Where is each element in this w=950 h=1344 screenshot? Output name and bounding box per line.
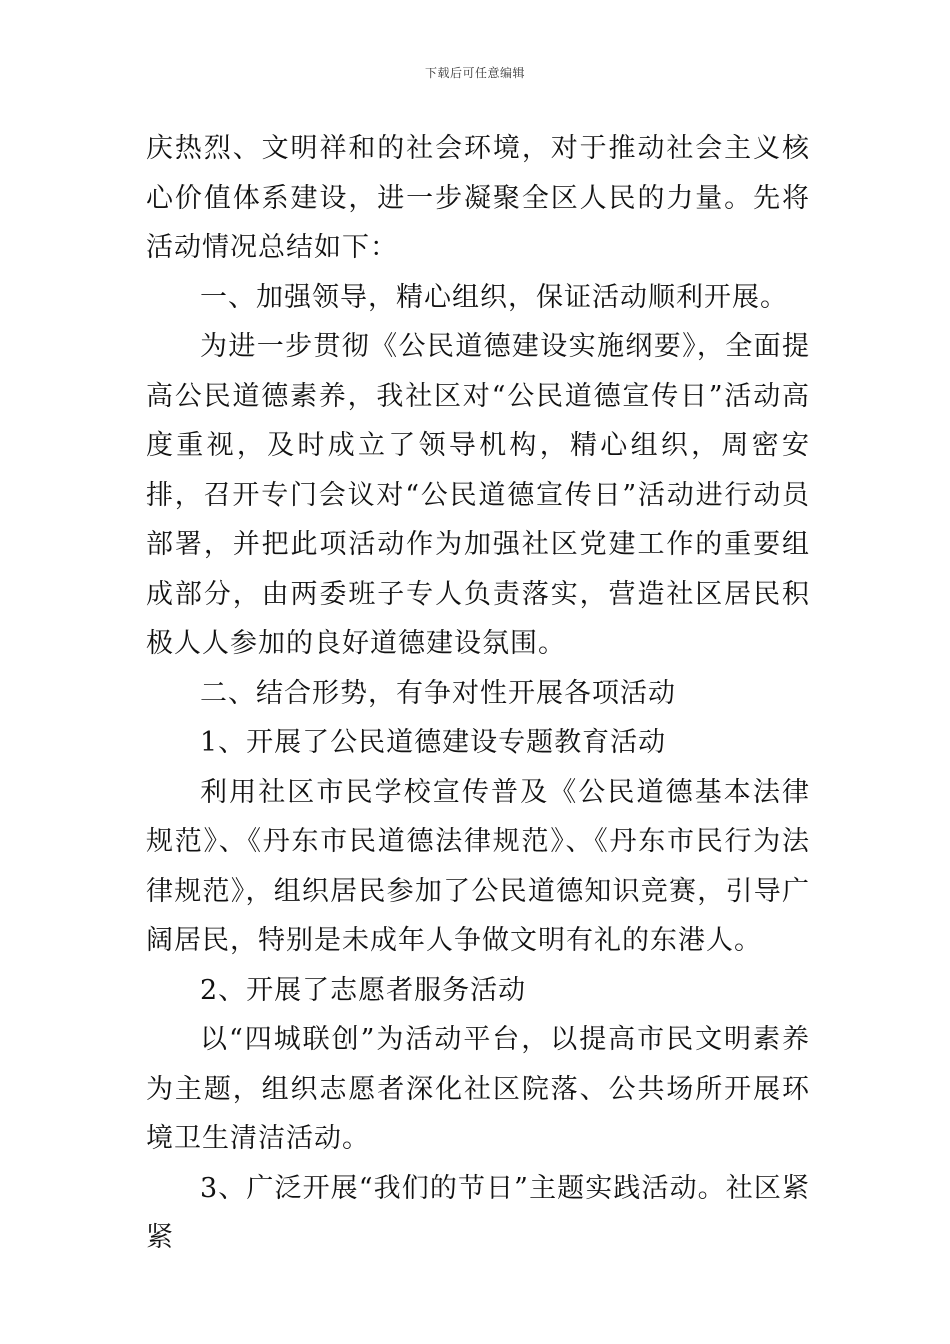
subheading-3: 3、广泛开展“我们的节日”主题实践活动。社区紧紧: [146, 1172, 810, 1253]
paragraph-3: 利用社区市民学校宣传普及《公民道德基本法律规范》、《丹东市民道德法律规范》、《丹东市民行为法律规范》，组织居民参加了公民道德知识竞赛，引导广阔居民，特别是未成年人争做文明有礼的东港人。: [146, 776, 810, 956]
paragraph-2: 为进一步贯彻《公民道德建设实施纲要》，全面提高公民道德素养，我社区对“公民道德宣传日”活动高度重视，及时成立了领导机构，精心组织，周密安排，召开专门会议对“公民道德宣传日”活动进行动员部署，并把此项活动作为加强社区党建工作的重要组成部分，由两委班子专人负责落实，营造社区居民积极人人参加的良好道德建设氛围。: [146, 331, 810, 659]
paragraph-1: 庆热烈、文明祥和的社会环境，对于推动社会主义核心价值体系建设，进一步凝聚全区人民的力量。先将活动情况总结如下：: [146, 133, 810, 263]
section-heading-1: 一、加强领导，精心组织，保证活动顺利开展。: [200, 281, 788, 313]
section-heading-2: 二、结合形势，有争对性开展各项活动: [200, 677, 676, 709]
subheading-1: 1、开展了公民道德建设专题教育活动: [200, 727, 667, 758]
subheading-2: 2、开展了志愿者服务活动: [200, 974, 527, 1006]
page-header-note: 下载后可任意编辑: [424, 66, 525, 80]
paragraph-4: 以“四城联创”为活动平台，以提高市民文明素养为主题，组织志愿者深化社区院落、公共场所开展环境卫生清洁活动。: [146, 1024, 810, 1154]
document-body: [146, 124, 810, 1263]
